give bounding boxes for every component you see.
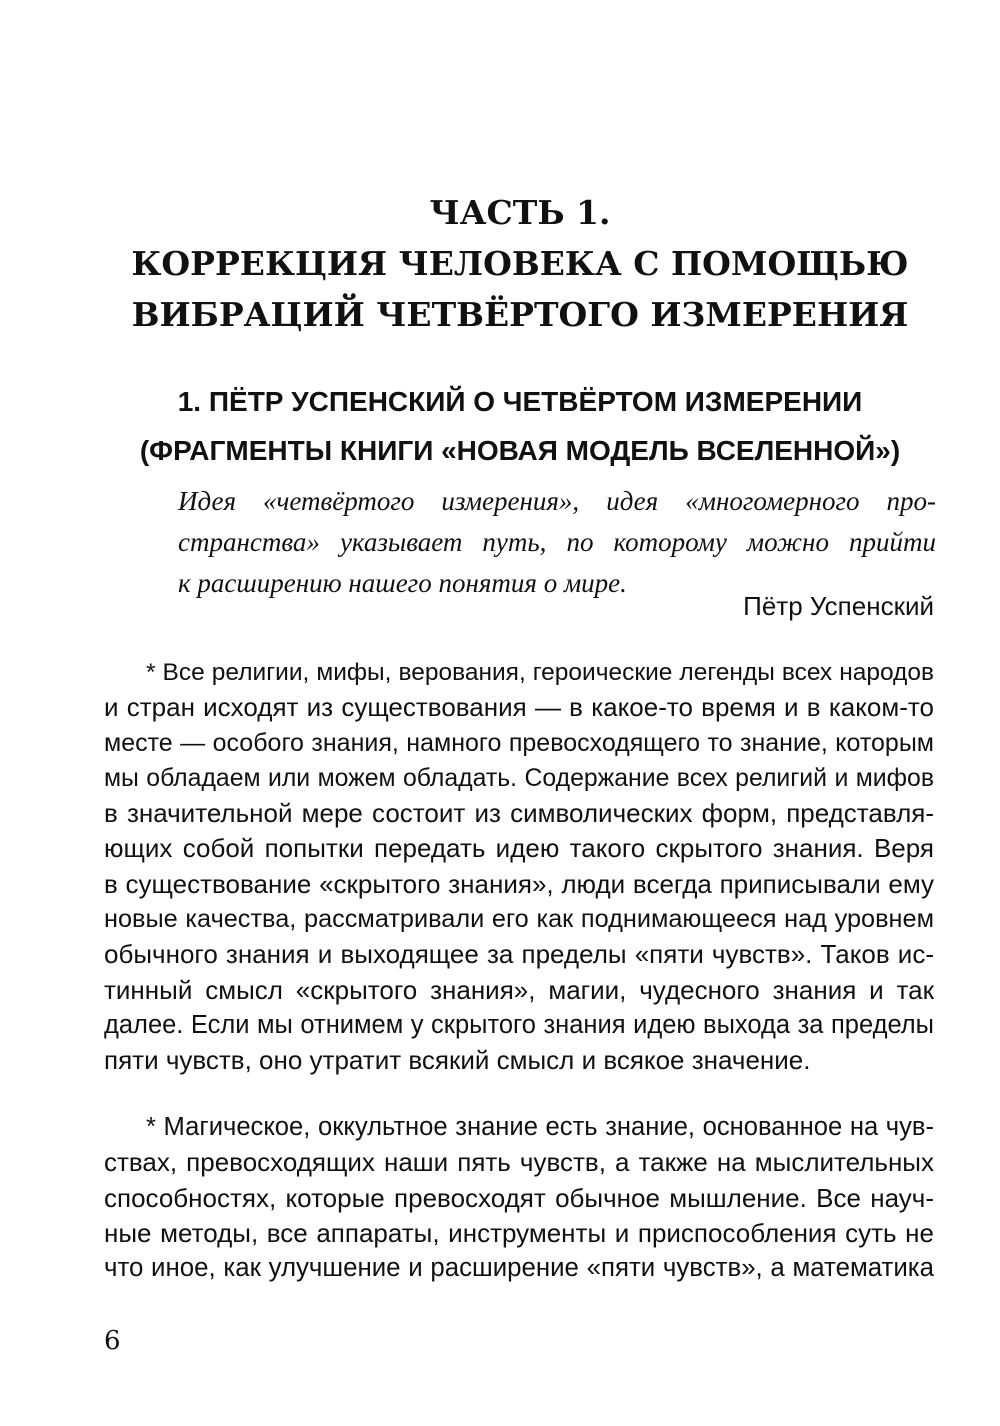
- part-title-line: ВИБРАЦИЙ ЧЕТВЁРТОГО ИЗМЕРЕНИЯ: [131, 295, 909, 334]
- paragraph-line: ствах, превосходящих наши пять чувств, а также на мыслительных: [104, 1147, 934, 1178]
- paragraph-line: обычного знания и выходящее за пределы «пяти чувств». Таков ис-: [104, 939, 934, 970]
- epigraph-author: Пётр Успенский: [743, 591, 934, 621]
- chapter-title-line: 1. ПЁТР УСПЕНСКИЙ О ЧЕТВЁРТОМ ИЗМЕРЕНИИ: [177, 386, 863, 417]
- epigraph-line: Идея «четвёртого измерения», идея «многомерного про-: [178, 486, 936, 516]
- part-title-line: ЧАСТЬ 1.: [429, 193, 611, 232]
- paragraph-line: пяти чувств, оно утратит всякий смысл и всякое значение.: [104, 1045, 811, 1076]
- paragraph-line: способностях, которые превосходят обычное мышление. Все науч-: [104, 1182, 934, 1213]
- epigraph-line: к расширению нашего понятия о мире.: [178, 568, 627, 598]
- paragraph-line: месте — особого знания, намного превосходящего то знание, которым: [104, 728, 934, 757]
- paragraph-line: * Магическое, оккультное знание есть знание, основанное на чув-: [146, 1113, 934, 1141]
- part-title: [100, 187, 940, 340]
- paragraph-line: мы обладаем или можем обладать. Содержание всех религий и мифов: [104, 764, 934, 792]
- paragraph-line: далее. Если мы отнимем у скрытого знания идею выхода за пределы: [104, 1010, 934, 1039]
- body-paragraph: [104, 1110, 934, 1286]
- paragraph-line: в значительной мере состоит из символических форм, представля-: [104, 798, 934, 829]
- chapter-title: [100, 377, 940, 475]
- paragraph-line: и стран исходят из существования — в какое-то время и в каком-то: [104, 692, 934, 723]
- paragraph-line: ные методы, все аппараты, инструменты и приспособления суть не: [104, 1217, 934, 1248]
- page-number: 6: [104, 1326, 121, 1356]
- paragraph-line: что иное, как улучшение и расширение «пяти чувств», а математика: [104, 1254, 934, 1283]
- paragraph-line: ющих собой попытки передать идею такого скрытого знания. Веря: [104, 833, 934, 864]
- body-paragraph: [104, 655, 934, 1079]
- part-title-line: КОРРЕКЦИЯ ЧЕЛОВЕКА С ПОМОЩЬЮ: [131, 244, 909, 283]
- paragraph-line: в существование «скрытого знания», люди всегда приписывали ему: [104, 868, 934, 899]
- paragraph-line: * Все религии, мифы, верования, героические легенды всех народов: [146, 659, 934, 686]
- chapter-title-line: (ФРАГМЕНТЫ КНИГИ «НОВАЯ МОДЕЛЬ ВСЕЛЕННОЙ»): [139, 435, 901, 466]
- epigraph-line: странства» указывает путь, по которому можно прийти: [178, 527, 936, 557]
- paragraph-line: тинный смысл «скрытого знания», магии, чудесного знания и так: [104, 974, 934, 1005]
- paragraph-line: новые качества, рассматривали его как поднимающееся над уровнем: [104, 905, 934, 934]
